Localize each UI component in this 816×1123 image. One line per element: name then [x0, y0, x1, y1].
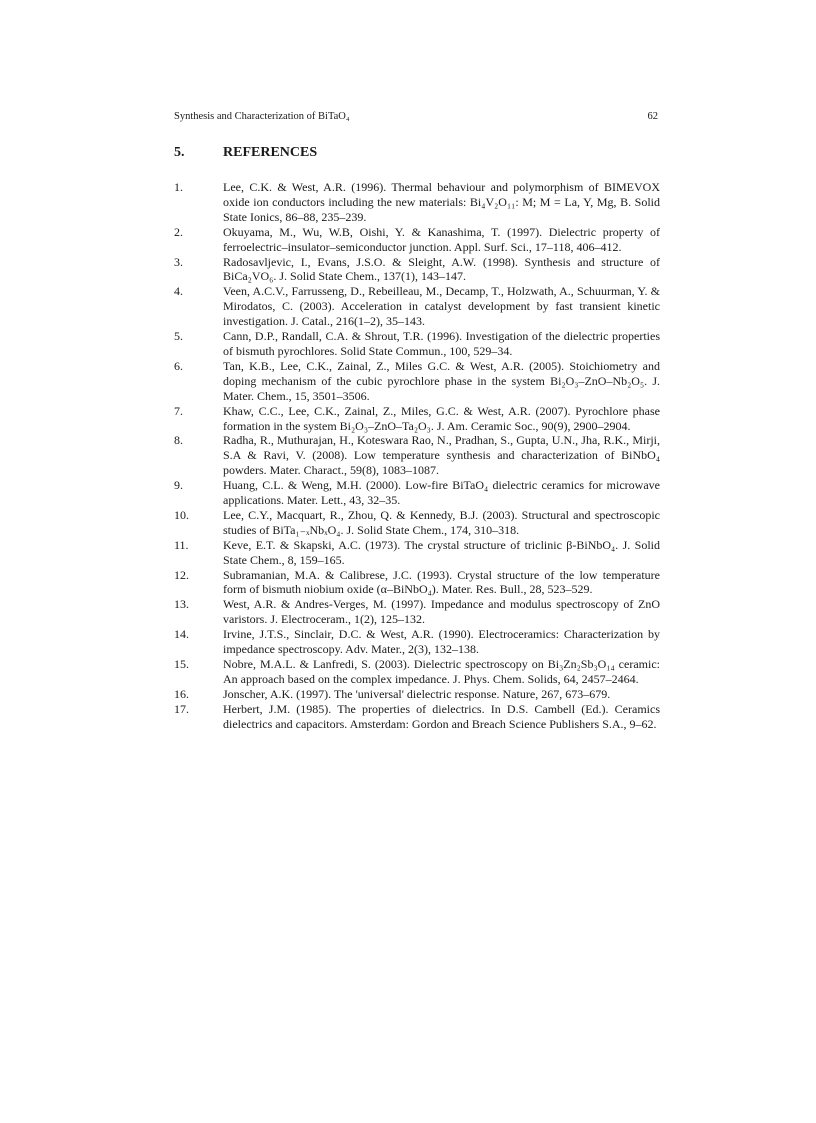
reference-item [174, 433, 660, 478]
reference-item [174, 568, 660, 598]
reference-text: Irvine, J.T.S., Sinclair, D.C. & West, A.R. (1990). Electroceramics: Characterization by impedance spectroscopy. Adv. Mater., 2(3), 132–138. [223, 627, 660, 657]
reference-item [174, 508, 660, 538]
running-header [174, 111, 658, 122]
reference-item [174, 359, 660, 404]
reference-item [174, 478, 660, 508]
reference-text: Jonscher, A.K. (1997). The 'universal' dielectric response. Nature, 267, 673–679. [223, 686, 611, 701]
reference-text: Radha, R., Muthurajan, H., Koteswara Rao, N., Pradhan, S., Gupta, U.N., Jha, R.K., Mirji, S.A & Ravi, V. (2008). Low temperature synthesis and characterization of BiNbO₄ powders. Mater. Charact., 59(8), 1083–1087. [223, 433, 660, 478]
reference-number: 12. [174, 567, 189, 582]
reference-text: Tan, K.B., Lee, C.K., Zainal, Z., Miles G.C. & West, A.R. (2005). Stoichiometry and doping mechanism of the cubic pyrochlore phase in the system Bi₂O₃–ZnO–Nb₂O₅. J. Mater. Chem., 15, 3501–3506. [223, 358, 660, 403]
reference-number: 4. [174, 284, 183, 299]
reference-item [174, 255, 660, 285]
reference-text: Herbert, J.M. (1985). The properties of dielectrics. In D.S. Cambell (Ed.). Ceramics dielectrics and capacitors. Amsterdam: Gordon and Breach Science Publishers S.A., 9–62. [223, 701, 660, 731]
reference-text: Veen, A.C.V., Farrusseng, D., Rebeilleau, M., Decamp, T., Holzwath, A., Schuurman, Y. & Mirodatos, C. (2003). Acceleration in catalyst development by fast transient kinetic investigation. J. Catal., 216(1–2), 35–143. [223, 284, 660, 329]
reference-number: 16. [174, 686, 189, 701]
reference-item [174, 329, 660, 359]
reference-text: Keve, E.T. & Skapski, A.C. (1973). The crystal structure of triclinic β-BiNbO₄. J. Solid State Chem., 8, 159–165. [223, 537, 660, 567]
reference-number: 5. [174, 329, 183, 344]
reference-number: 15. [174, 657, 189, 671]
reference-text: Subramanian, M.A. & Calibrese, J.C. (1993). Crystal structure of the low temperature form of bismuth niobium oxide (α–BiNbO₄). Mater. Res. Bull., 28, 523–529. [223, 567, 660, 597]
reference-text: Khaw, C.C., Lee, C.K., Zainal, Z., Miles, G.C. & West, A.R. (2007). Pyrochlore phase formation in the system Bi₂O₃–ZnO–Ta₂O₃. J. Am. Ceramic Soc., 90(9), 2900–2904. [223, 403, 660, 433]
section-title: REFERENCES [223, 145, 318, 160]
reference-number: 2. [174, 224, 183, 239]
reference-text: Nobre, M.A.L. & Lanfredi, S. (2003). Dielectric spectroscopy on Bi₃Zn₂Sb₃O₁₄ ceramic: An approach based on the complex impedance. J. Phys. Chem. Solids, 64, 2457–2464. [223, 657, 660, 686]
reference-text: Huang, C.L. & Weng, M.H. (2000). Low-fire BiTaO₄ dielectric ceramics for microwave applications. Mater. Lett., 43, 32–35. [223, 478, 660, 508]
reference-list [174, 180, 660, 732]
reference-item [174, 180, 660, 225]
reference-text: Radosavljevic, I., Evans, J.S.O. & Sleight, A.W. (1998). Synthesis and structure of BiCa₂VO₆. J. Solid State Chem., 137(1), 143–147. [223, 254, 660, 284]
section-heading [174, 145, 317, 161]
reference-item [174, 597, 660, 627]
reference-text: Cann, D.P., Randall, C.A. & Shrout, T.R. (1996). Investigation of the dielectric properties of bismuth pyrochlores. Solid State Commun., 100, 529–34. [223, 329, 660, 358]
running-title: Synthesis and Characterization of BiTaO₄ [174, 111, 350, 122]
reference-item [174, 225, 660, 255]
reference-number: 8. [174, 433, 183, 448]
reference-item [174, 404, 660, 434]
reference-item [174, 702, 660, 732]
reference-number: 9. [174, 478, 183, 493]
reference-number: 10. [174, 507, 189, 522]
reference-number: 1. [174, 180, 183, 194]
reference-text: West, A.R. & Andres-Verges, M. (1997). Impedance and modulus spectroscopy of ZnO varistors. J. Electroceram., 1(2), 125–132. [223, 597, 660, 627]
reference-text: Lee, C.K. & West, A.R. (1996). Thermal behaviour and polymorphism of BIMEVOX oxide ion conductors including the new materials: Bi₄V₂O₁₁: M; M = La, Y, Mg, B. Solid State Ionics, 86–88, 235–239. [223, 180, 660, 224]
reference-number: 6. [174, 358, 183, 373]
reference-number: 14. [174, 627, 189, 642]
reference-number: 17. [174, 701, 189, 716]
reference-item [174, 538, 660, 568]
section-number: 5. [174, 145, 185, 160]
reference-number: 7. [174, 403, 183, 418]
reference-text: Lee, C.Y., Macquart, R., Zhou, Q. & Kennedy, B.J. (2003). Structural and spectroscopic studies of BiTa₁₋ₓNbₓO₄. J. Solid State Chem., 174, 310–318. [223, 507, 660, 537]
reference-text: Okuyama, M., Wu, W.B, Oishi, Y. & Kanashima, T. (1997). Dielectric property of ferroelectric–insulator–semiconductor junction. Appl. Surf. Sci., 17–118, 406–412. [223, 224, 660, 254]
reference-item [174, 627, 660, 657]
reference-number: 13. [174, 597, 189, 612]
reference-item [174, 284, 660, 329]
reference-number: 3. [174, 254, 183, 269]
reference-item [174, 687, 660, 702]
reference-item [174, 657, 660, 687]
page-number: 62 [647, 111, 658, 122]
reference-number: 11. [174, 537, 189, 552]
